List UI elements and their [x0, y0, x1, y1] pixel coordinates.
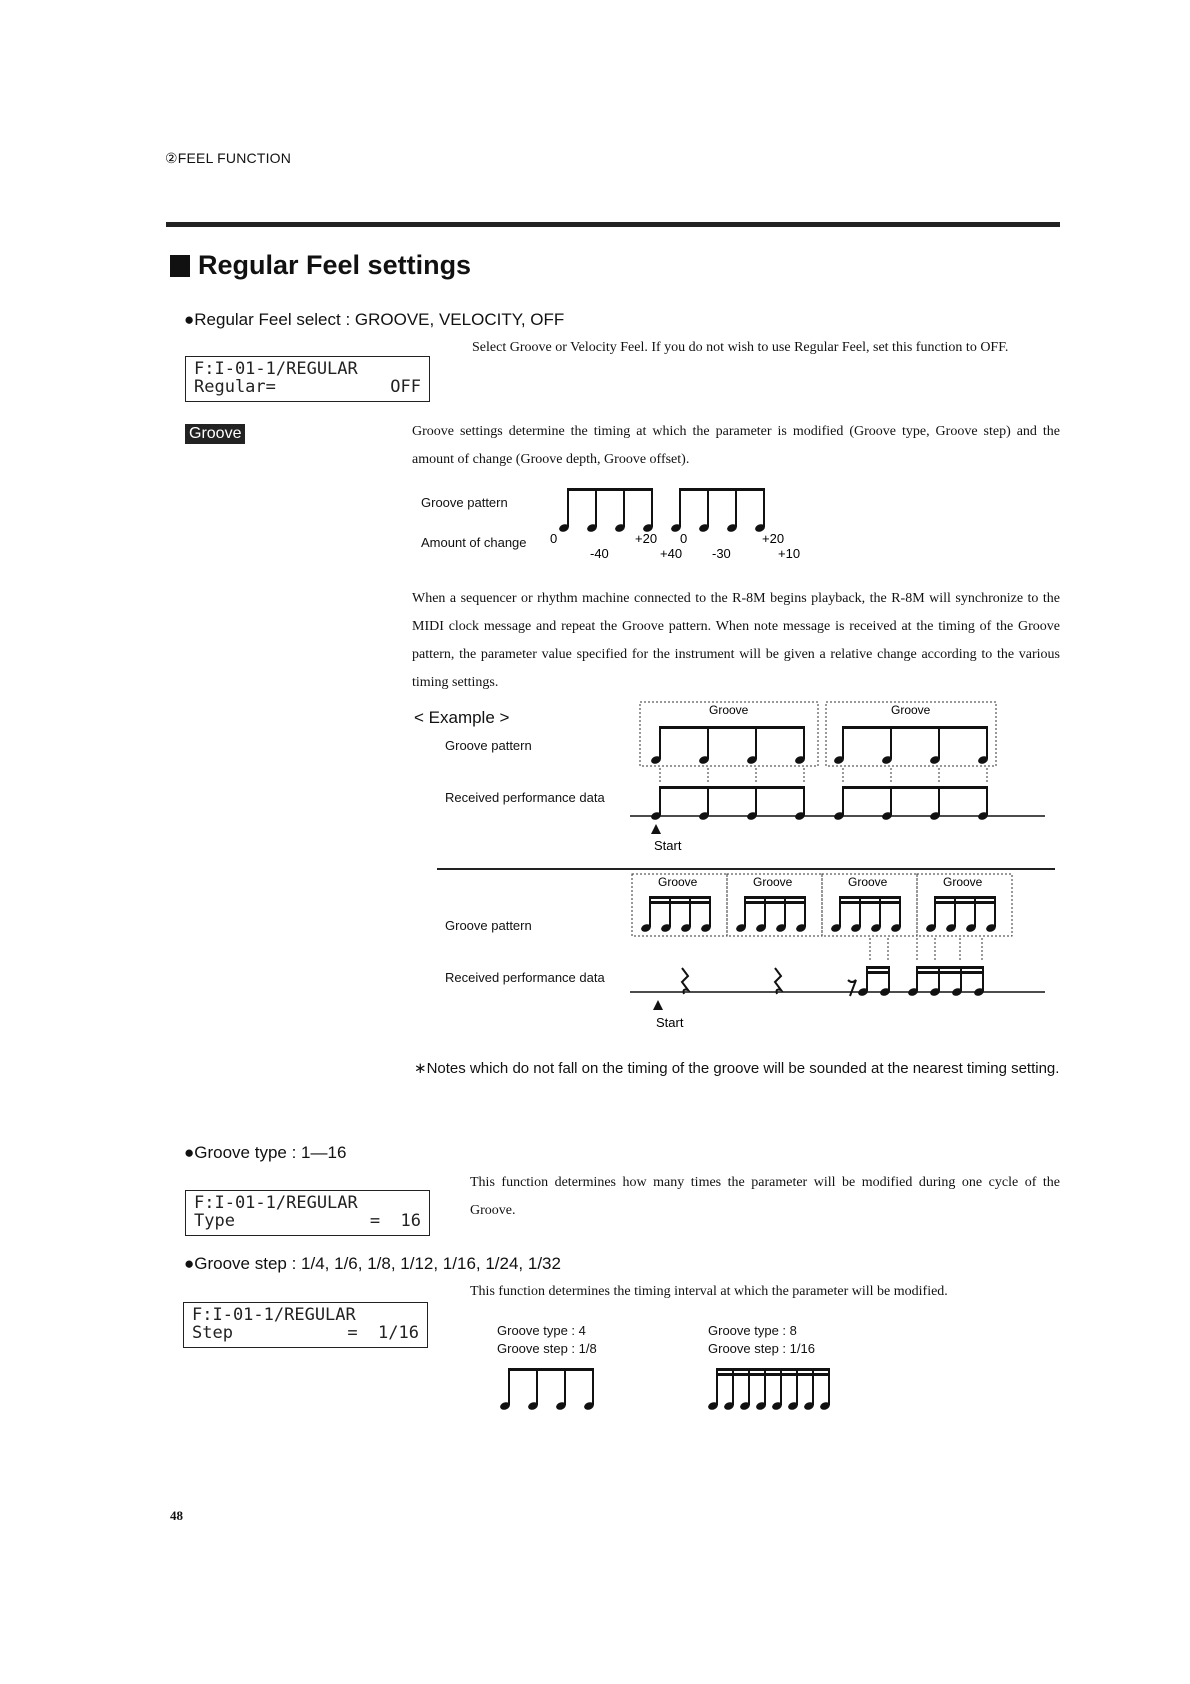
groove-box-label: Groove: [943, 875, 983, 889]
amount-bottom: -30: [712, 546, 731, 561]
amount-values: [550, 531, 800, 561]
amount-label: Amount of change: [421, 535, 527, 550]
groove-box-label: Groove: [658, 875, 698, 889]
lcd-line-1: F:I-01-1/REGULAR: [194, 359, 358, 379]
ex2-groove-c-beam: [840, 896, 901, 899]
example-start-1: Start: [654, 838, 682, 853]
example-divider: [437, 868, 1055, 870]
lcd-line-2: Regular= OFF: [194, 377, 421, 397]
start-arrow-icon: [653, 1000, 663, 1010]
regular-select-heading: ●Regular Feel select : GROOVE, VELOCITY, OFF: [184, 310, 565, 329]
lcd-regular: [185, 356, 430, 402]
header-rule: [166, 222, 1060, 227]
example-2-marks: [630, 874, 1045, 1010]
ex2-groove-c-beam: [840, 901, 901, 904]
ex2-data-b-beam: [917, 966, 984, 969]
example-groove-pattern-2: Groove pattern: [445, 918, 532, 933]
groove-box-label: Groove: [709, 703, 749, 717]
step-example-2: Groove type : 8 Groove step : 1/16: [708, 1323, 815, 1356]
start-arrow-icon: [651, 824, 661, 834]
lcd-step-line-1: F:I-01-1/REGULAR: [192, 1305, 356, 1325]
regular-select-description: Select Groove or Velocity Feel. If you do not wish to use Regular Feel, set this function to OFF.: [472, 340, 1009, 355]
amount-bottom: -40: [590, 546, 609, 561]
groove-box-label: Groove: [891, 703, 931, 717]
sync-text: When a sequencer or rhythm machine connected to the R-8M begins playback, the R-8M will synchronize to the MIDI clock message and repeat the Groove pattern. When note message is received at the timing of the Groove pattern, the parameter value specified for the instrument will be given a relative change according to the various timing settings.: [412, 591, 1060, 690]
groove-pattern-figure: [540, 480, 840, 570]
page-title-text: Regular Feel settings: [198, 250, 472, 280]
step-example-2-beam: [717, 1373, 830, 1376]
amount-top: 0: [550, 531, 558, 546]
lcd-type-line-2: Type = 16: [194, 1211, 421, 1231]
section-label: ②FEEL FUNCTION: [165, 150, 292, 166]
groove-tag: Groove: [185, 424, 245, 444]
example-heading: < Example >: [414, 708, 510, 727]
ex1-data-b-beam: [843, 786, 988, 789]
example-groove-pattern: Groove pattern: [445, 738, 532, 753]
ex2-groove-b-beam: [745, 896, 806, 899]
groove-notes: [558, 488, 766, 533]
example-received-label: Received performance data: [445, 790, 605, 805]
quarter-rest-icon: [682, 968, 688, 994]
ex2-groove-a-beam: [650, 896, 711, 899]
step-example-1: Groove type : 4 Groove step : 1/8: [497, 1323, 597, 1356]
lcd-step-line-2: Step = 1/16: [192, 1323, 419, 1343]
groove-pattern-label: Groove pattern: [421, 495, 508, 510]
groove-type-description: This function determines how many times the parameter will be modified during one cycle of the Groove.: [470, 1175, 1060, 1218]
ex2-groove-a-beam: [650, 901, 711, 904]
amount-top: 0: [680, 531, 688, 546]
groove-box-label: Groove: [848, 875, 888, 889]
ex1-data-a-beam: [660, 786, 805, 789]
groove-step-heading: ●Groove step : 1/4, 1/6, 1/8, 1/12, 1/16, 1/24, 1/32: [184, 1254, 561, 1273]
pattern-a-beam: [568, 488, 653, 491]
ex2-groove-d-beam: [935, 901, 996, 904]
amount-bottom: +40: [660, 546, 683, 561]
amount-bottom: +10: [778, 546, 801, 561]
groove-box-label: Groove: [753, 875, 793, 889]
example-1-marks: [630, 702, 1045, 834]
ex1-groove-a-beam: [660, 726, 805, 729]
quarter-rest-icon: [775, 968, 781, 994]
lcd-groove-step: [183, 1302, 428, 1348]
ex2-groove-d-beam: [935, 896, 996, 899]
ex2-data-a-beam: [867, 971, 890, 974]
title-square-icon: [170, 255, 190, 277]
example-diagram-1: [630, 700, 1060, 870]
amount-top: +20: [635, 531, 658, 546]
groove-intro: Groove settings determine the timing at which the parameter is modified (Groove type, Groove step) and the amount of change (Groove depth, Groove offset).: [412, 424, 1060, 467]
ex2-data-a-beam: [867, 966, 890, 969]
groove-step-description: This function determines the timing interval at which the parameter will be modified.: [470, 1284, 948, 1299]
example-start-2: Start: [656, 1015, 684, 1030]
step-notes: [499, 1368, 831, 1411]
amount-top: +20: [762, 531, 785, 546]
eighth-rest-icon: [848, 980, 856, 996]
page-number: 48: [170, 1508, 183, 1523]
example-received-label-2: Received performance data: [445, 970, 605, 985]
step-examples-figure: [495, 1360, 855, 1415]
example-diagram-2: [630, 872, 1060, 1042]
step-example-2-beam: [717, 1368, 830, 1371]
groove-type-heading: ●Groove type : 1—16: [184, 1143, 347, 1162]
footnote: ∗Notes which do not fall on the timing of the groove will be sounded at the nearest timing setting.: [414, 1060, 1060, 1077]
lcd-groove-type: [185, 1190, 430, 1236]
ex1-groove-b-beam: [843, 726, 988, 729]
step-example-1-beam: [509, 1368, 594, 1371]
lcd-type-line-1: F:I-01-1/REGULAR: [194, 1193, 358, 1213]
pattern-b-beam: [680, 488, 765, 491]
page-title: [170, 250, 471, 281]
ex2-data-b-beam: [917, 971, 984, 974]
ex2-groove-b-beam: [745, 901, 806, 904]
